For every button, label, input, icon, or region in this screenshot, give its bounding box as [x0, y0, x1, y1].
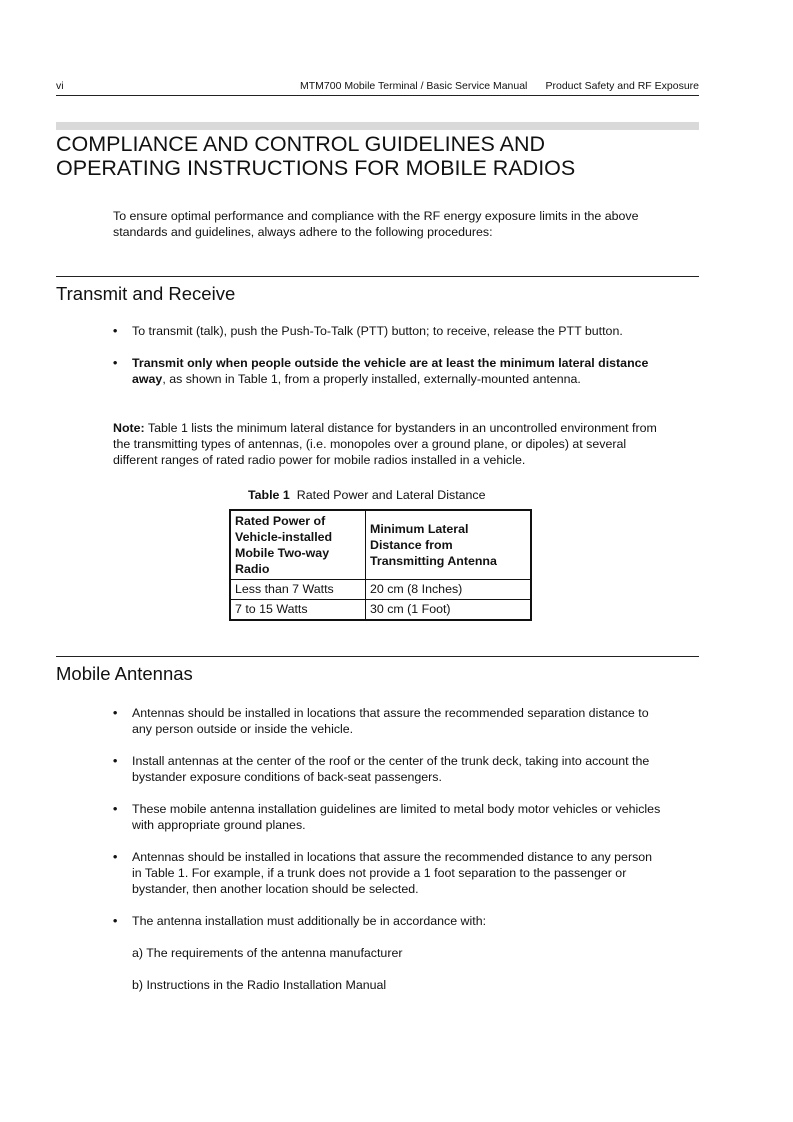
- note-paragraph: [113, 420, 703, 468]
- header-line: Minimum Lateral: [370, 522, 469, 536]
- section-heading-antennas: Mobile Antennas: [56, 663, 193, 684]
- bullet-line: bystander exposure conditions of back-seat passengers.: [132, 770, 442, 784]
- bullet-text: [132, 801, 703, 833]
- table-caption-label: Table 1: [248, 488, 290, 502]
- bullet-bold-line-1: Transmit only when people outside the vehicle are at least the minimum lateral distance: [132, 356, 649, 370]
- note-line-1: Table 1 lists the minimum lateral distance for bystanders in an uncontrolled environment from: [144, 421, 657, 435]
- table-row: [230, 580, 531, 600]
- sub-item-a: a) The requirements of the antenna manufacturer: [132, 946, 403, 960]
- bullet-line: in Table 1. For example, if a trunk does not provide a 1 foot separation to the passenger or: [132, 866, 627, 880]
- table-row: [230, 600, 531, 621]
- intro-line-2: standards and guidelines, always adhere to the following procedures:: [113, 225, 493, 239]
- sub-item-b: b) Instructions in the Radio Installation Manual: [132, 978, 387, 992]
- bullet-line: bystander, then another location should be selected.: [132, 882, 419, 896]
- title-bar: [56, 122, 699, 130]
- header-line: Vehicle-installed: [235, 530, 333, 544]
- bullet-line: Antennas should be installed in locations that assure the recommended separation distance to: [132, 706, 649, 720]
- section-heading-transmit: Transmit and Receive: [56, 283, 236, 304]
- bullet-glyph: •: [113, 850, 118, 864]
- bullet-glyph: •: [113, 802, 118, 816]
- table-caption-text: Rated Power and Lateral Distance: [296, 488, 486, 502]
- cell-distance: 20 cm (8 Inches): [366, 580, 532, 600]
- header-line: Mobile Two-way: [235, 546, 330, 560]
- page-title-line-1: COMPLIANCE AND CONTROL GUIDELINES AND: [56, 132, 546, 156]
- running-header: [56, 80, 699, 94]
- bullet-line: These mobile antenna installation guidelines are limited to metal body motor vehicles or vehicles: [132, 802, 661, 816]
- header-rated-power: [230, 510, 366, 580]
- page-title: [56, 132, 699, 180]
- bullet-glyph: •: [113, 754, 118, 768]
- bullet-text: [132, 355, 703, 387]
- bullet-bold-line-2: away: [132, 372, 163, 386]
- table-header-row: [230, 510, 531, 580]
- table-caption: [248, 488, 486, 502]
- header-line: Transmitting Antenna: [370, 554, 497, 568]
- header-divider: [56, 95, 699, 96]
- header-line: Distance from: [370, 538, 453, 552]
- cell-power: Less than 7 Watts: [230, 580, 366, 600]
- note-line-3: different ranges of rated radio power for mobile radios installed in a vehicle.: [113, 453, 526, 467]
- note-label: Note:: [113, 421, 145, 435]
- cell-distance: 30 cm (1 Foot): [366, 600, 532, 621]
- section-name: Product Safety and RF Exposure: [545, 80, 699, 92]
- bullet-text: [132, 705, 703, 737]
- header-min-distance: [366, 510, 532, 580]
- bullet-text: The antenna installation must additionally be in accordance with:: [132, 914, 487, 928]
- section-divider-antennas: [56, 656, 699, 657]
- bullet-text: To transmit (talk), push the Push-To-Talk (PTT) button; to receive, release the PTT button.: [132, 324, 623, 338]
- bullet-line: any person outside or inside the vehicle.: [132, 722, 354, 736]
- header-line: Rated Power of: [235, 514, 326, 528]
- section-divider-transmit: [56, 276, 699, 277]
- bullet-line: with appropriate ground planes.: [132, 818, 306, 832]
- bullet-text: [132, 849, 703, 897]
- page-title-line-2: OPERATING INSTRUCTIONS FOR MOBILE RADIOS: [56, 156, 576, 180]
- bullet-rest: , as shown in Table 1, from a properly installed, externally-mounted antenna.: [162, 372, 581, 386]
- bullet-glyph: •: [113, 914, 118, 928]
- bullet-glyph: •: [113, 356, 118, 370]
- rated-power-table: [229, 509, 532, 621]
- page-number: vi: [56, 80, 64, 92]
- note-line-2: the transmitting types of antennas, (i.e. monopoles over a ground plane, or dipoles) at several: [113, 437, 627, 451]
- cell-power: 7 to 15 Watts: [230, 600, 366, 621]
- intro-line-1: To ensure optimal performance and compliance with the RF energy exposure limits in the above: [113, 209, 639, 223]
- manual-title: MTM700 Mobile Terminal / Basic Service Manual: [300, 80, 528, 92]
- bullet-glyph: •: [113, 706, 118, 720]
- intro-paragraph: [113, 208, 703, 240]
- bullet-line: Antennas should be installed in locations that assure the recommended distance to any person: [132, 850, 653, 864]
- header-line: Radio: [235, 562, 270, 576]
- bullet-glyph: •: [113, 324, 118, 338]
- bullet-line: Install antennas at the center of the roof or the center of the trunk deck, taking into account the: [132, 754, 650, 768]
- bullet-text: [132, 753, 703, 785]
